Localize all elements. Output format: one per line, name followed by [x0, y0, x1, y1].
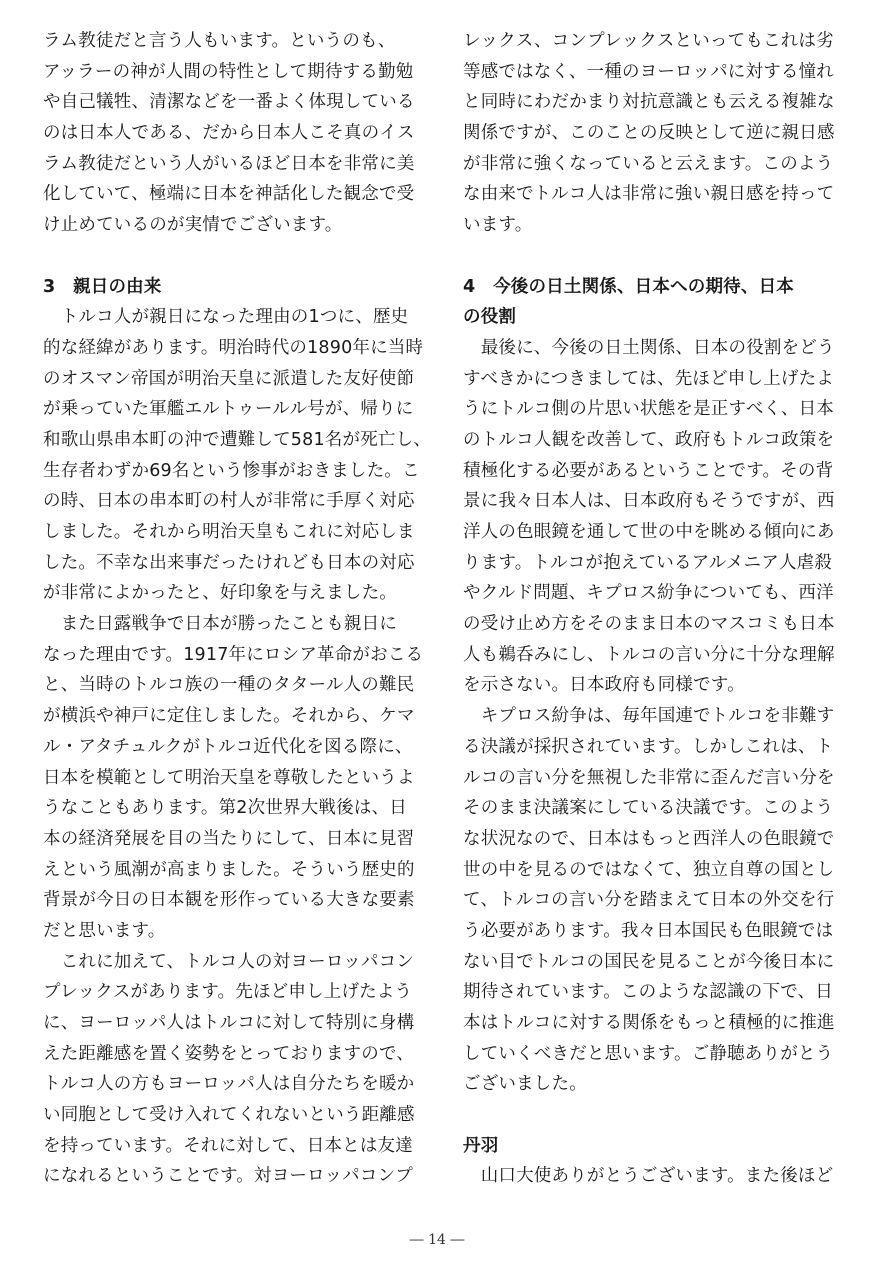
text-line: 的な経緯があります。明治時代の1890年に当時 — [43, 337, 424, 358]
text-line: ございました。 — [463, 1074, 587, 1095]
spacer — [43, 241, 413, 272]
text-line: 最後に、今後の日土関係、日本の役割をどう — [463, 337, 835, 358]
text-line: 積極化する必要があるということです。その背 — [463, 460, 834, 481]
text-line: また日露戦争で日本が勝ったことも親日に — [43, 614, 397, 635]
text-line: 期待されています。このような認識の下で、日 — [463, 982, 833, 1003]
text-line: 洋人の色眼鏡を通して世の中を眺める傾向にあ — [463, 522, 835, 542]
text-line: の受け止め方をそのまま日本のマスコミも日本 — [463, 614, 835, 635]
text-line: なった理由です。1917年にロシア革命がおこる — [43, 644, 424, 665]
text-line: な由来でトルコ人は非常に強い親日感を持って — [463, 184, 835, 205]
text-line: うにトルコ側の片思い状態を是正すべく、日本 — [463, 399, 834, 420]
text-line: と、当時のトルコ族の一種のタタール人の難民 — [43, 675, 415, 696]
section-heading-line: の役割 — [463, 307, 517, 328]
text-line: のは日本人である、だから日本人こそ真のイス — [43, 123, 415, 144]
left-column — [43, 26, 432, 1192]
text-line: を持っています。それに対して、日本とは友達 — [43, 1135, 413, 1156]
text-line: な状況なので、日本はもっと西洋人の色眼鏡で — [463, 828, 835, 849]
text-line: 本の経済発展を目の当たりにして、日本に見習 — [43, 828, 415, 849]
right-column — [463, 26, 833, 1192]
section-heading: 3 親日の由来 — [43, 276, 162, 297]
text-line: が非常に強くなっていると云えます。このよう — [463, 153, 834, 174]
text-line: ります。トルコが抱えているアルメニア人虐殺 — [463, 552, 833, 573]
page-number: ― 14 ― — [409, 1232, 465, 1248]
text-line: そのまま決議案にしている決議です。このよう — [463, 798, 834, 819]
text-line: います。 — [463, 215, 533, 236]
text-line: け止めているのが実情でございます。 — [43, 215, 343, 236]
text-line: ラム教徒だと言う人もいます。というのも、 — [43, 31, 396, 51]
text-line: やクルド問題、キプロス紛争についても、西洋 — [463, 583, 834, 604]
text-line: が非常によかったと、好印象を与えました。 — [43, 583, 397, 604]
text-line: ない目でトルコの国民を見ることが今後日本に — [463, 951, 835, 972]
text-line: のオスマン帝国が明治天皇に派遣した友好使節 — [43, 368, 415, 389]
speaker-remark — [463, 1161, 833, 1192]
spacer — [463, 1100, 833, 1131]
text-line: すべきかにつきましては、先ほど申し上げたよ — [463, 368, 834, 389]
text-line: していくべきだと思います。ご静聴ありがとう — [463, 1043, 834, 1064]
text-line: ラム教徒だという人がいるほど日本を非常に美 — [43, 153, 415, 174]
text-line: キプロス紛争は、毎年国連でトルコを非難す — [463, 706, 835, 727]
text-line: 日本を模範として明治天皇を尊敬したというよ — [43, 767, 415, 788]
text-line: に、ヨーロッパ人はトルコに対して特別に身構 — [43, 1013, 415, 1033]
text-line: えた距離感を置く姿勢をとっておりますので、 — [43, 1043, 414, 1064]
text-line: えという風潮が高まりました。そういう歴史的 — [43, 859, 415, 880]
spacer — [463, 241, 833, 272]
text-line: 関係ですが、このことの反映として逆に親日感 — [463, 123, 835, 144]
text-line: が横浜や神戸に定住しました。それから、ケマ — [43, 706, 415, 727]
text-line: ル・アタチュルクがトルコ近代化を図る際に、 — [43, 736, 413, 757]
text-line: トルコ人の方もヨーロッパ人は自分たちを暖か — [43, 1074, 415, 1095]
text-line: した。不幸な出来事だったけれども日本の対応 — [43, 552, 415, 573]
text-line: 化していて、極端に日本を神話化した観念で受 — [43, 184, 415, 205]
left-intro-paragraph — [43, 26, 413, 241]
section-heading-line: 4 今後の日土関係、日本への期待、日本 — [463, 276, 794, 297]
text-line: 等感ではなく、一種のヨーロッパに対する憧れ — [463, 61, 834, 82]
text-line: や自己犠牲、清潔などを一番よく体現している — [43, 92, 415, 113]
text-line: のトルコ人観を改善して、政府もトルコ政策を — [463, 429, 835, 450]
text-line: 背景が今日の日本観を形作っている大きな要素 — [43, 890, 415, 911]
section-body — [43, 302, 432, 1192]
text-line: 本はトルコに対する関係をもっと積極的に推進 — [463, 1013, 835, 1033]
text-line: 世の中を見るのではなくて、独立自尊の国とし — [463, 859, 835, 880]
text-line: い同胞として受け入れてくれないという距離感 — [43, 1105, 415, 1126]
text-line: ルコの言い分を無視した非常に歪んだ言い分を — [463, 767, 835, 788]
right-intro-paragraph — [463, 26, 833, 241]
text-line: を示さない。日本政府も同様です。 — [463, 675, 745, 696]
text-line: うなこともあります。第2次世界大戦後は、日 — [43, 798, 407, 819]
text-line: う必要があります。我々日本国民も色眼鏡では — [463, 920, 834, 941]
section-heading — [463, 272, 833, 333]
text-line: レックス、コンプレックスといってもこれは劣 — [463, 31, 834, 51]
speaker-name: 丹羽 — [463, 1135, 499, 1156]
text-line: 山口大使ありがとうございます。また後ほど — [463, 1166, 834, 1187]
text-line: の時、日本の串本町の村人が非常に手厚く対応 — [43, 491, 415, 512]
section-body — [463, 333, 833, 1100]
text-line: る決議が採択されています。しかしこれは、ト — [463, 736, 834, 757]
text-line: トルコ人が親日になった理由の1つに、歴史 — [43, 307, 409, 328]
text-line: プレックスがあります。先ほど申し上げたよう — [43, 982, 413, 1003]
text-line: これに加えて、トルコ人の対ヨーロッパコン — [43, 951, 414, 972]
text-line: だと思います。 — [43, 920, 166, 941]
text-line: 和歌山県串本町の沖で遭難して581名が死亡し、 — [43, 429, 432, 450]
text-line: が乗っていた軍艦エルトゥールル号が、帰りに — [43, 399, 414, 420]
text-line: 生存者わずか69名という惨事がおきました。こ — [43, 460, 420, 481]
text-line: 景に我々日本人は、日本政府もそうですが、西 — [463, 491, 835, 512]
text-line: アッラーの神が人間の特性として期待する勤勉 — [43, 61, 414, 82]
text-line: と同時にわだかまり対抗意識とも云える複雑な — [463, 92, 835, 113]
text-line: しました。それから明治天皇もこれに対応しま — [43, 522, 415, 542]
text-line: 人も鵜呑みにし、トルコの言い分に十分な理解 — [463, 644, 835, 665]
text-line: て、トルコの言い分を踏まえて日本の外交を行 — [463, 890, 835, 911]
text-line: になれるということです。対ヨーロッパコンプ — [43, 1166, 413, 1187]
